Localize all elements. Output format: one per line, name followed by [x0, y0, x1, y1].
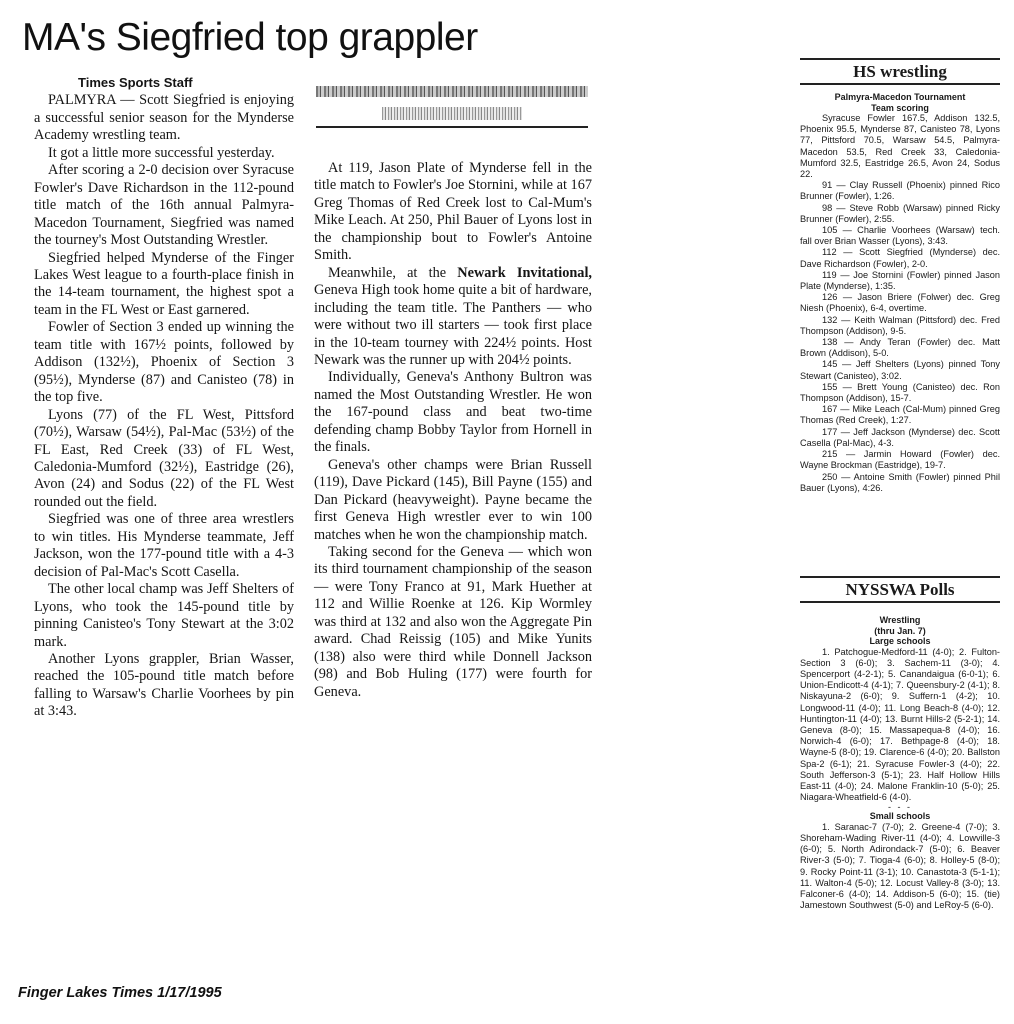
article-paragraph: Geneva's other champs were Brian Russell (119), Dave Pickard (145), Bill Payne (155) and Dan Pickard (heavyweight). Payne became the first Geneva High wrestler ever to win 100 matches when he won the championship match.	[314, 456, 592, 543]
large-schools-ranking: 1. Patchogue-Medford-11 (4-0); 2. Fulton-Section 3 (6-0); 3. Sachem-11 (3-0); 4. Spencerport (4-2-1); 5. Canandaigua (6-0-1); 6. Union-Endicott-4 (4-1); 7. Queensbury-2 (4-1); 8. Niskayuna-2 (6-0); 9. Suffern-1 (4-2); 10. Longwood-11 (4-0); 11. Long Beach-8 (4-0); 12. Huntington-11 (4-0); 13. Burnt Hills-2 (5-2-1); 14. Geneva (8-0); 15. Massapequa-8 (4-0); 16. Norwich-4 (6-0); 17. Bethpage-8 (4-0); 18. Wayne-5 (8-0); 19. Clarence-6 (4-0); 20. Ballston Spa-2 (6-1); 21. Syracuse Fowler-3 (4-0); 22. South Jefferson-3 (5-1); 23. Half Hollow Hills East-11 (4-0); 24. Malone Franklin-10 (5-0); 25. Niagara-Wheatfield-6 (4-0).	[800, 646, 1000, 803]
bout-result: 145 — Jeff Shelters (Lyons) pinned Tony Stewart (Canisteo), 3:02.	[800, 359, 1000, 381]
article-paragraph: Fowler of Section 3 ended up winning the team title with 167½ points, followed by Addison (132½), Phoenix of Section 3 (95½), Mynderse (87) and Canisteo (78) in the top five.	[34, 319, 294, 406]
article-column-1	[34, 74, 294, 721]
bout-result: 167 — Mike Leach (Cal-Mum) pinned Greg Thomas (Red Creek), 1:27.	[800, 404, 1000, 426]
bout-result: 91 — Clay Russell (Phoenix) pinned Rico Brunner (Fowler), 1:26.	[800, 180, 1000, 202]
article-paragraph: The other local champ was Jeff Shelters of Lyons, who took the 145-pound title by pinning Canisteo's Tony Stewart at the 3:02 mark.	[34, 581, 294, 650]
bout-result: 132 — Keith Walman (Pittsford) dec. Fred Thompson (Addison), 9-5.	[800, 314, 1000, 336]
section-label: Team scoring	[871, 102, 929, 113]
bout-result: 105 — Charlie Voorhees (Warsaw) tech. fall over Brian Wasser (Lyons), 3:43.	[800, 225, 1000, 247]
box-title: HS wrestling	[800, 58, 1000, 85]
bout-result: 250 — Antoine Smith (Fowler) pinned Phil Bauer (Lyons), 4:26.	[800, 471, 1000, 493]
article-paragraph: Siegfried helped Mynderse of the Finger Lakes West league to a fourth-place finish in the 14-team tournament, the highest spot a team in the FL West or East garnered.	[34, 249, 294, 318]
article-column-2	[314, 160, 592, 701]
tournament-name: Palmyra-Macedon Tournament	[834, 92, 966, 102]
article-paragraph	[314, 265, 592, 370]
hs-wrestling-box	[800, 58, 1000, 494]
bout-result: 112 — Scott Siegfried (Mynderse) dec. Dave Richardson (Fowler), 2-0.	[800, 247, 1000, 269]
smudge-bar	[316, 86, 588, 97]
source-credit: Finger Lakes Times 1/17/1995	[18, 985, 222, 1001]
bout-result: 215 — Jarmin Howard (Fowler) dec. Wayne Brockman (Eastridge), 19-7.	[800, 449, 1000, 471]
poll-sport: Wrestling	[879, 615, 921, 625]
article-paragraph: Siegfried was one of three area wrestlers to win titles. His Mynderse teammate, Jeff Jackson, won the 177-pound title with a 4-3 decision of Pal-Mac's Scott Casella.	[34, 511, 294, 580]
bout-result: 177 — Jeff Jackson (Mynderse) dec. Scott Casella (Pal-Mac), 4-3.	[800, 426, 1000, 448]
smudge-text	[382, 107, 522, 120]
bout-result: 126 — Jason Briere (Folwer) dec. Greg Niesh (Phoenix), 6-4, overtime.	[800, 292, 1000, 314]
article-headline: MA's Siegfried top grappler	[22, 16, 478, 59]
team-scoring: Syracuse Fowler 167.5, Addison 132.5, Phoenix 95.5, Mynderse 87, Canisteo 78, Lyons 77, Pittsford 70.5, Warsaw 54.5, Palmyra-Macedon 53.5, Red Creek 33, Caledonia-Mumford 32.5, Eastridge 26.5, Avon 24, Sodus 22.	[800, 113, 1000, 180]
article-paragraph: After scoring a 2-0 decision over Syracuse Fowler's Dave Richardson in the 112-pound title match of the 16th annual Palmyra-Macedon Tournament, Siegfried was named the tourney's Most Outstanding Wrestler.	[34, 162, 294, 249]
division-label: Large schools	[869, 636, 931, 646]
bout-result: 155 — Brett Young (Canisteo) dec. Ron Thompson (Addison), 15-7.	[800, 381, 1000, 404]
article-paragraph: At 119, Jason Plate of Mynderse fell in the title match to Fowler's Joe Stornini, while at 167 Greg Thomas of Red Creek lost to Cal-Mum's Mike Leach. At 250, Phil Bauer of Lyons lost in the championship bout to Fowler's Antoine Smith.	[314, 160, 592, 264]
byline: Times Sports Staff	[78, 75, 193, 90]
division-label: Small schools	[869, 811, 931, 822]
event-name: Newark Invitational,	[457, 264, 592, 281]
article-paragraph: Lyons (77) of the FL West, Pittsford (70½), Warsaw (54½), Pal-Mac (53½) of the FL East, Red Creek (33) of FL West, Caledonia-Mumford (32½), Eastridge (26), Avon (24) and Sodus (22) of the FL West rounded out the field.	[34, 406, 294, 510]
bout-result: 138 — Andy Teran (Fowler) dec. Matt Brown (Addison), 5-0.	[800, 337, 1000, 359]
divider: - - -	[888, 802, 912, 813]
article-paragraph: Another Lyons grappler, Brian Wasser, reached the 105-pound title match before falling to Warsaw's Charlie Voorhees by pin at 3:43.	[34, 650, 294, 720]
article-paragraph: Individually, Geneva's Anthony Bultron was named the Most Outstanding Wrestler. He won the 167-pound class and beat two-time defending champ Bobby Taylor from Hornell in the finals.	[314, 369, 592, 456]
text-run: Meanwhile, at the	[328, 264, 447, 281]
bleed-through-graphic	[316, 82, 588, 136]
bout-result: 98 — Steve Robb (Warsaw) pinned Ricky Brunner (Fowler), 2:55.	[800, 202, 1000, 224]
small-schools-ranking: 1. Saranac-7 (7-0); 2. Greene-4 (7-0); 3. Shoreham-Wading River-11 (4-0); 4. Lowville-3 (6-0); 5. North Adirondack-7 (5-0); 6. Beaver River-3 (5-0); 7. Tioga-4 (6-0); 8. Holley-5 (8-0); 9. Rocky Point-11 (3-1); 10. Canastota-3 (5-1-1); 11. Walton-4 (5-0); 12. Locust Valley-8 (3-0); 13. Falconer-6 (4-0); 14. Addison-5 (6-0); 15. (tie) Jamestown Southwest (5-0) and LeRoy-5 (6-0).	[800, 821, 1000, 911]
box-title: NYSSWA Polls	[800, 576, 1000, 603]
divider-rule	[316, 126, 588, 128]
bout-result: 119 — Joe Stornini (Fowler) pinned Jason Plate (Mynderse), 1:35.	[800, 269, 1000, 292]
article-paragraph: It got a little more successful yesterday.	[48, 144, 275, 161]
nysswa-polls-box	[800, 576, 1000, 911]
text-run: Geneva High took home quite a bit of hardware, including the team title. The Panthers — who were without two ill starters — took first place in the 10-team tourney with 224½ points. Host Newark was the runner up with 204½ points.	[314, 282, 592, 368]
article-paragraph: Taking second for the Geneva — which won its third tournament championship of the season — were Tony Franco at 91, Mark Huether at 112 and Willie Roenke at 126. Kip Wormley was third at 132 and also won the Aggregate Pin award. Chad Reissig (105) and Mike Yunits (138) also were third while Donnell Jackson (98) and Bob Huling (177) were fourth for Geneva.	[314, 543, 592, 700]
article-paragraph: PALMYRA — Scott Siegfried is enjoying a successful senior season for the Mynderse Academy wrestling team.	[34, 92, 294, 144]
poll-date: (thru Jan. 7)	[874, 625, 926, 636]
